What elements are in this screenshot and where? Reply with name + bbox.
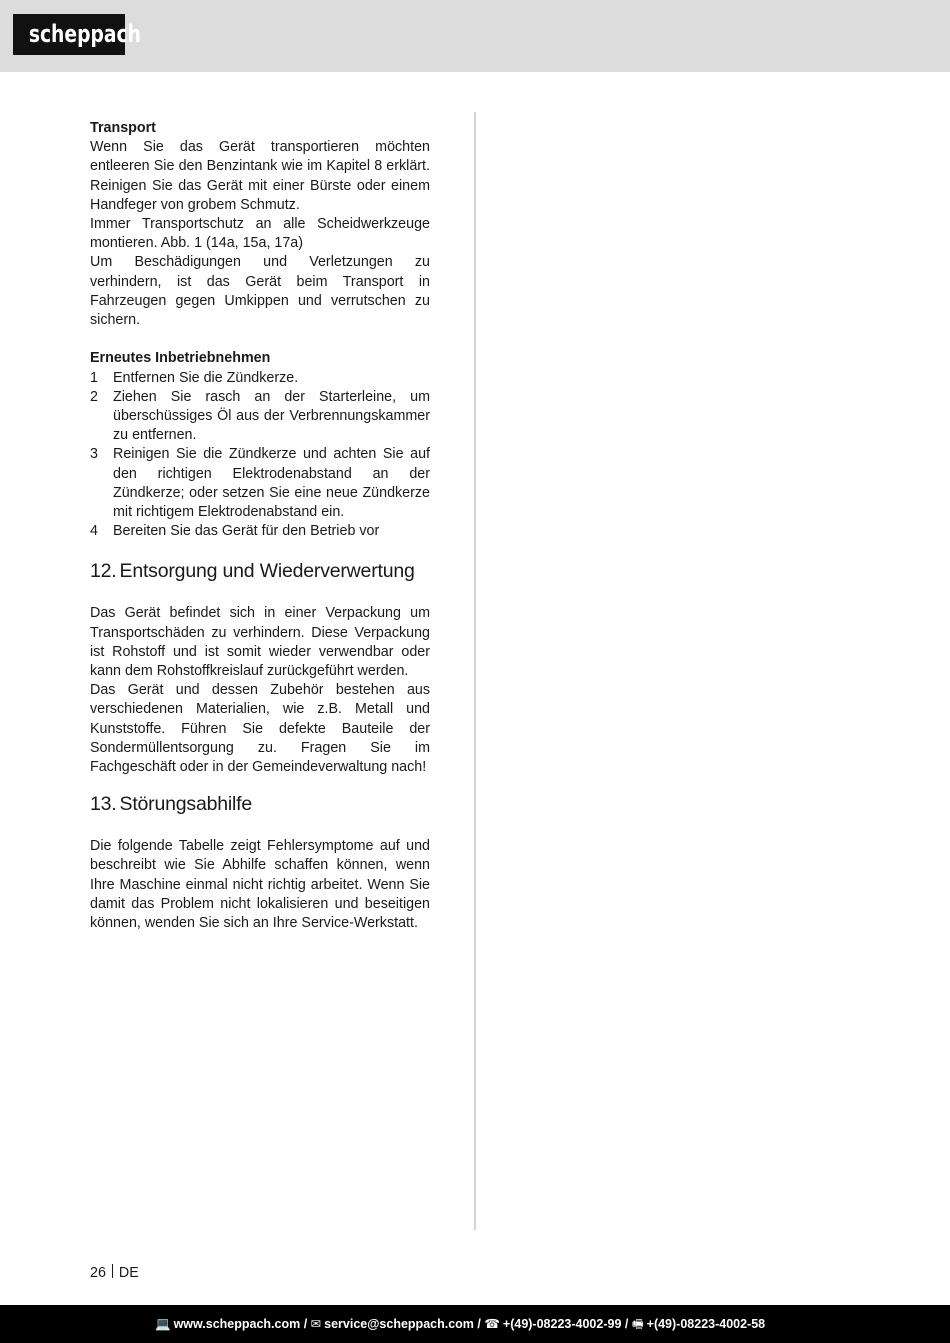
step-text: Reinigen Sie die Zündkerze und achten Sie auf den richtigen Elektrodenabstand an der Zündkerze; oder setzen Sie eine neue Zündkerze mit richtigem Elektrodenabstand ein. <box>113 446 430 521</box>
step-text: Entfernen Sie die Zündkerze. <box>113 369 299 386</box>
transport-paragraph: Um Beschädigungen und Verletzungen zu verhindern, ist das Gerät beim Transport in Fahrzeugen gegen Umkippen und verrutschen zu sichern. <box>90 254 430 329</box>
email-icon: ✉ <box>310 1317 322 1331</box>
spacer <box>90 541 430 559</box>
logo-text: scheppach <box>28 20 141 48</box>
step-text: Bereiten Sie das Gerät für den Betrieb vor <box>113 523 380 540</box>
separator: / <box>621 1317 632 1331</box>
transport-heading: Transport <box>90 120 156 136</box>
restart-heading: Erneutes Inbetriebnehmen <box>90 350 271 367</box>
scheppach-logo <box>13 14 141 55</box>
fax-icon: 🖷 <box>631 1317 644 1331</box>
step-number: 3 <box>90 446 98 463</box>
transport-paragraph: Wenn Sie das Gerät transportieren möchten entleeren Sie den Benzintank wie im Kapitel 8 erklärt. Reinigen Sie das Gerät mit einer Bürste oder einem Handfeger von grobem Schmutz. <box>90 139 430 213</box>
section-12-paragraph: Das Gerät und dessen Zubehör bestehen aus verschiedenen Materialien, wie z.B. Metall und Kunststoffe. Führen Sie defekte Bauteile der Sondermüllentsorgung zu. Fragen Sie im Fachgeschäft oder in der Gemeindeverwaltung nach! <box>90 682 430 776</box>
step-item <box>90 445 430 522</box>
separator: / <box>473 1317 485 1331</box>
restart-steps <box>90 369 430 542</box>
step-item <box>90 522 430 541</box>
spacer <box>90 583 430 604</box>
spacer <box>90 777 430 792</box>
contact-footer <box>0 1305 950 1343</box>
left-column <box>90 119 430 933</box>
section-title: Störungsabhilfe <box>119 793 253 816</box>
step-item <box>90 369 430 388</box>
page-number: 26 <box>90 1265 106 1281</box>
step-text: Ziehen Sie rasch an der Starterleine, um überschüssiges Öl aus der Verbrennungskammer zu entfernen. <box>113 388 430 444</box>
transport-paragraph: Immer Transportschutz an alle Scheidwerkzeuge montieren. Abb. 1 (14a, 15a, 17a) <box>90 216 430 252</box>
section-12-paragraph: Das Gerät befindet sich in einer Verpackung um Transportschäden zu verhindern. Diese Verpackung ist Rohstoff und ist somit wieder verwendbar oder kann dem Rohstoffkreislauf zurückgeführt werden. <box>90 605 430 680</box>
step-number: 4 <box>90 523 98 540</box>
divider <box>112 1264 113 1278</box>
section-12-heading <box>90 559 430 583</box>
spacer <box>90 816 430 837</box>
column-divider <box>474 112 476 1230</box>
language-code: DE <box>118 1265 139 1281</box>
website-link[interactable]: www.scheppach.com <box>173 1317 301 1331</box>
step-number: 2 <box>90 388 98 405</box>
section-number: 13. <box>90 793 117 816</box>
email-link[interactable]: service@scheppach.com <box>324 1317 474 1331</box>
step-item <box>90 388 430 446</box>
computer-icon: 💻 <box>155 1317 171 1331</box>
section-13-paragraph: Die folgende Tabelle zeigt Fehlersymptome auf und beschreibt wie Sie Abhilfe schaffen können, wenn Ihre Maschine einmal nicht richtig arbeitet. Wenn Sie damit das Problem nicht lokalisieren und beseitigen können, wenden Sie sich an Ihre Service-Werkstatt. <box>90 838 430 932</box>
page-number-label <box>90 1264 139 1283</box>
separator: / <box>300 1317 311 1331</box>
header-band <box>0 0 950 72</box>
transport-section <box>90 119 430 330</box>
phone-icon: ☎ <box>484 1317 500 1331</box>
contact-line <box>155 1305 765 1343</box>
spacer <box>90 330 430 349</box>
section-title: Entsorgung und Wiederverwertung <box>119 560 415 583</box>
section-13-heading <box>90 792 430 816</box>
fax-number: +(49)-08223-4002-58 <box>646 1317 766 1331</box>
restart-section <box>90 349 430 541</box>
section-number: 12. <box>90 560 117 583</box>
phone-number: +(49)-08223-4002-99 <box>502 1317 622 1331</box>
step-number: 1 <box>90 369 98 386</box>
